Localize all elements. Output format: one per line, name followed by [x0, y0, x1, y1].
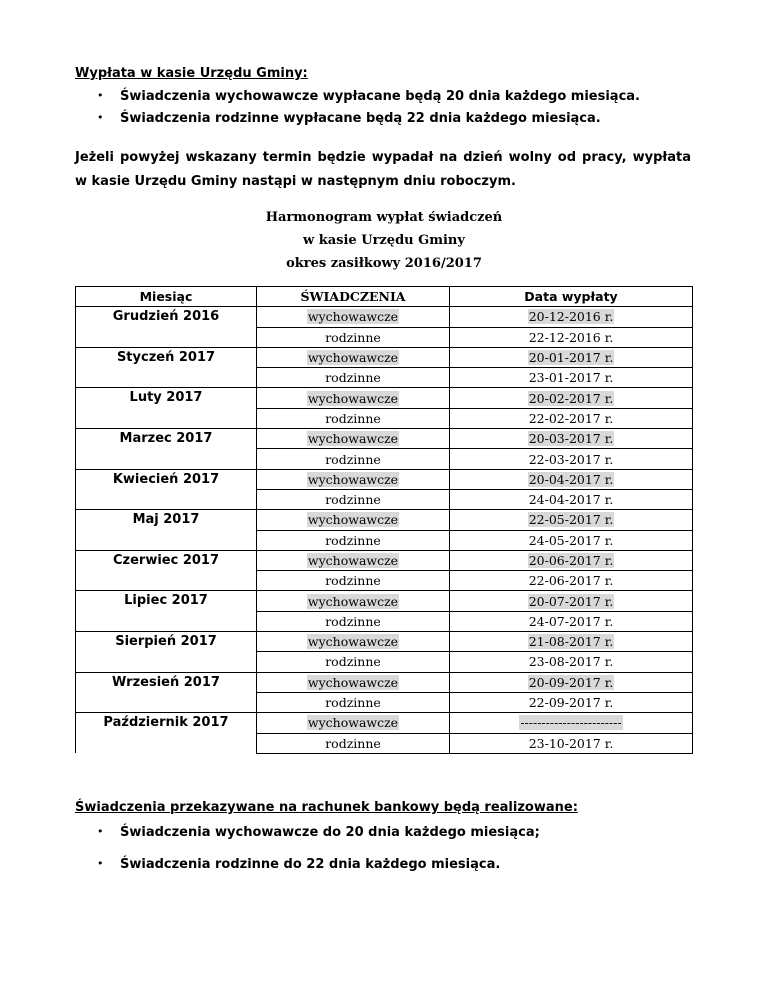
benefit-cell — [257, 489, 450, 509]
date-cell — [450, 429, 693, 449]
payment-date: 20-02-2017 r. — [528, 390, 614, 406]
table-row — [76, 550, 693, 570]
benefit-cell — [257, 713, 450, 733]
month-cell: Czerwiec 2017 — [76, 550, 257, 591]
benefit-cell — [257, 591, 450, 611]
benefit-label: wychowawcze — [307, 715, 399, 731]
table-row — [76, 672, 693, 692]
month-cell: Wrzesień 2017 — [76, 672, 257, 713]
month-cell: Maj 2017 — [76, 510, 257, 551]
benefit-label: wychowawcze — [307, 512, 399, 528]
date-cell — [450, 530, 693, 550]
benefit-label: rodzinne — [325, 329, 381, 345]
benefit-cell — [257, 571, 450, 591]
benefit-label: rodzinne — [325, 492, 381, 508]
benefit-cell — [257, 327, 450, 347]
date-cell — [450, 550, 693, 570]
schedule-period: okres zasiłkowy 2016/2017 — [286, 256, 482, 271]
payment-date: 23-01-2017 r. — [528, 370, 614, 386]
date-cell — [450, 591, 693, 611]
month-cell: Kwiecień 2017 — [76, 469, 257, 510]
payment-date: 20-04-2017 r. — [528, 471, 614, 487]
payment-date: 24-05-2017 r. — [528, 532, 614, 548]
payment-date: 22-03-2017 r. — [528, 451, 614, 467]
benefit-label: rodzinne — [325, 654, 381, 670]
benefit-cell — [257, 510, 450, 530]
benefit-cell — [257, 550, 450, 570]
payment-date: 24-07-2017 r. — [528, 613, 614, 629]
payment-date: 20-07-2017 r. — [528, 593, 614, 609]
bullet-icon: • — [97, 111, 104, 124]
date-cell — [450, 327, 693, 347]
bullet-icon: • — [97, 857, 104, 870]
holiday-note — [75, 146, 691, 194]
bullet-text: Świadczenia rodzinne wypłacane będą 22 dnia każdego miesiąca. — [120, 111, 601, 126]
payment-date: 22-02-2017 r. — [528, 410, 614, 426]
benefit-cell — [257, 307, 450, 327]
date-cell — [450, 713, 693, 733]
schedule-title: Harmonogram wypłat świadczeń — [265, 210, 503, 225]
payment-date: 21-08-2017 r. — [528, 634, 614, 650]
date-cell — [450, 368, 693, 388]
benefit-label: wychowawcze — [307, 431, 399, 447]
date-cell — [450, 611, 693, 631]
payment-date: 22-12-2016 r. — [528, 329, 614, 345]
date-cell — [450, 652, 693, 672]
month-cell: Październik 2017 — [76, 713, 257, 754]
date-cell — [450, 692, 693, 712]
payment-date: 23-08-2017 r. — [528, 654, 614, 670]
benefit-cell — [257, 469, 450, 489]
payment-schedule-table — [75, 286, 693, 754]
benefit-cell — [257, 530, 450, 550]
date-cell — [450, 469, 693, 489]
benefit-cell — [257, 611, 450, 631]
date-cell — [450, 408, 693, 428]
benefit-label: wychowawcze — [307, 634, 399, 650]
payment-date: 20-06-2017 r. — [528, 553, 614, 568]
table-row — [76, 510, 693, 530]
payment-date: 20-12-2016 r. — [528, 309, 614, 325]
benefit-label: wychowawcze — [307, 350, 399, 366]
bullet-text: Świadczenia wychowawcze wypłacane będą 20 dnia każdego miesiąca. — [120, 89, 640, 104]
month-cell: Marzec 2017 — [76, 429, 257, 470]
benefit-cell — [257, 347, 450, 367]
date-cell — [450, 733, 693, 753]
payment-date: 24-04-2017 r. — [528, 492, 614, 508]
cash-payment-heading: Wypłata w kasie Urzędu Gminy: — [75, 66, 308, 81]
benefit-cell — [257, 368, 450, 388]
payment-date: 20-01-2017 r. — [528, 350, 614, 366]
benefit-label: wychowawcze — [307, 593, 399, 609]
payment-date: 22-06-2017 r. — [528, 573, 614, 589]
month-cell: Luty 2017 — [76, 388, 257, 429]
date-cell — [450, 632, 693, 652]
holiday-note-line: Jeżeli powyżej wskazany termin będzie wypadał na dzień wolny od pracy, wypłata — [75, 150, 691, 165]
table-row — [76, 429, 693, 449]
benefit-label: rodzinne — [325, 613, 381, 629]
payment-date: 22-09-2017 r. — [528, 695, 614, 711]
payment-date: 20-03-2017 r. — [528, 431, 614, 447]
benefit-cell — [257, 632, 450, 652]
column-header-date: Data wypłaty — [450, 287, 693, 307]
payment-date: 23-10-2017 r. — [528, 735, 614, 751]
benefit-cell — [257, 733, 450, 753]
benefit-label: rodzinne — [325, 370, 381, 386]
holiday-note-line: w kasie Urzędu Gminy nastąpi w następnym dniu roboczym. — [75, 174, 516, 189]
date-cell — [450, 347, 693, 367]
bullet-icon: • — [97, 89, 104, 102]
bullet-text: Świadczenia rodzinne do 22 dnia każdego miesiąca. — [120, 857, 501, 872]
benefit-cell — [257, 692, 450, 712]
benefit-label: rodzinne — [325, 532, 381, 548]
benefit-label: wychowawcze — [307, 471, 399, 487]
date-cell — [450, 571, 693, 591]
table-header-row — [76, 287, 693, 307]
benefit-label: rodzinne — [325, 451, 381, 467]
month-cell: Styczeń 2017 — [76, 347, 257, 388]
benefit-label: wychowawcze — [307, 309, 399, 325]
benefit-label: rodzinne — [325, 573, 381, 589]
benefit-label: wychowawcze — [307, 553, 399, 568]
benefit-label: rodzinne — [325, 410, 381, 426]
table-row — [76, 469, 693, 489]
month-cell: Grudzień 2016 — [76, 307, 257, 348]
payment-date: ------------------------ — [520, 715, 622, 731]
date-cell — [450, 489, 693, 509]
date-cell — [450, 510, 693, 530]
benefit-label: rodzinne — [325, 695, 381, 711]
payment-date: 20-09-2017 r. — [528, 674, 614, 690]
benefit-label: wychowawcze — [307, 390, 399, 406]
benefit-cell — [257, 429, 450, 449]
table-row — [76, 591, 693, 611]
benefit-cell — [257, 449, 450, 469]
bank-transfer-heading: Świadczenia przekazywane na rachunek bankowy będą realizowane: — [75, 800, 578, 815]
benefit-cell — [257, 388, 450, 408]
table-row — [76, 347, 693, 367]
benefit-label: wychowawcze — [307, 674, 399, 690]
bullet-text: Świadczenia wychowawcze do 20 dnia każdego miesiąca; — [120, 825, 540, 840]
date-cell — [450, 307, 693, 327]
column-header-benefit: ŚWIADCZENIA — [257, 287, 450, 307]
benefit-label: rodzinne — [325, 735, 381, 751]
schedule-subtitle: w kasie Urzędu Gminy — [303, 233, 465, 248]
benefit-cell — [257, 408, 450, 428]
date-cell — [450, 449, 693, 469]
payment-date: 22-05-2017 r. — [528, 512, 614, 528]
benefit-cell — [257, 652, 450, 672]
date-cell — [450, 672, 693, 692]
table-row — [76, 307, 693, 327]
date-cell — [450, 388, 693, 408]
bullet-icon: • — [97, 825, 104, 838]
month-cell: Sierpień 2017 — [76, 632, 257, 673]
table-row — [76, 388, 693, 408]
table-row — [76, 632, 693, 652]
month-cell: Lipiec 2017 — [76, 591, 257, 632]
benefit-cell — [257, 672, 450, 692]
column-header-month: Miesiąc — [76, 287, 257, 307]
table-row — [76, 713, 693, 733]
